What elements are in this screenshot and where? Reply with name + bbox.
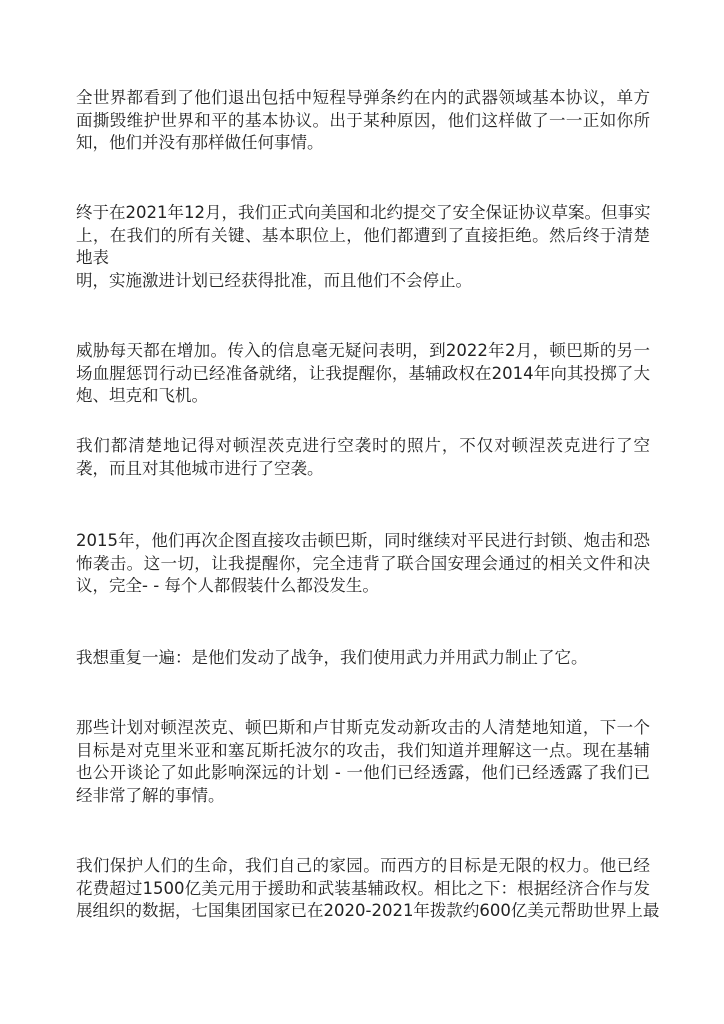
text-line: 展组织的数据，七国集团国家已在2020-2021年拨款约600亿美元帮助世界上最: [76, 901, 660, 920]
text-line: 2015年，他们再次企图直接攻击顿巴斯，同时继续对平民进行封锁、炮击和恐: [76, 531, 650, 550]
paragraph: [76, 647, 650, 670]
text-line: 场血腥惩罚行动已经准备就绪，让我提醒你，基辅政权在2014年向其投掷了大: [76, 363, 650, 383]
text-line: 知，他们并没有那样做任何事情。: [76, 133, 324, 152]
text-line: 怖袭击。这一切，让我提醒你，完全违背了联合国安理会通过的相关文件和决: [76, 553, 650, 573]
text-line: 终于在2021年12月，我们正式向美国和北约提交了安全保证协议草案。但事实: [76, 203, 651, 222]
text-line: 那些计划对顿涅茨克、顿巴斯和卢甘斯克发动新攻击的人清楚地知道，下一个: [76, 718, 650, 737]
text-line: 也公开谈论了如此影响深远的计划 - 一他们已经透露，他们已经透露了我们已: [76, 763, 650, 782]
text-line: 我们保护人们的生命，我们自己的家园。而西方的目标是无限的权力。他已经: [76, 856, 650, 875]
text-line: 花费超过1500亿美元用于援助和武装基辅政权。相比之下：根据经济合作与发: [76, 878, 650, 898]
paragraph: [76, 87, 650, 155]
text-line: 明，实施激进计划已经获得批准，而且他们不会停止。: [76, 270, 472, 290]
paragraph: [76, 530, 650, 598]
paragraph: [76, 717, 650, 807]
paragraph: [76, 202, 650, 292]
text-line: 炮、坦克和飞机。: [76, 386, 208, 405]
text-line: 议，完全- - 每个人都假装什么都没发生。: [76, 576, 379, 595]
paragraph: [76, 340, 650, 408]
text-line: 我想重复一遍：是他们发动了战争，我们使用武力并用武力制止了它。: [76, 648, 588, 667]
text-line: 地表: [76, 248, 109, 267]
text-line: 上，在我们的所有关键、基本职位上，他们都遭到了直接拒绝。然后终于清楚: [76, 225, 650, 245]
text-line: 面撕毁维护世界和平的基本协议。出于某种原因，他们这样做了一一正如你所: [76, 110, 650, 130]
paragraph: [76, 855, 660, 923]
text-line: 袭，而且对其他城市进行了空袭。: [76, 458, 324, 478]
text-line: 经非常了解的事情。: [76, 785, 225, 805]
text-line: 目标是对克里米亚和塞瓦斯托波尔的攻击，我们知道并理解这一点。现在基辅: [76, 740, 650, 760]
text-line: 全世界都看到了他们退出包括中短程导弹条约在内的武器领域基本协议，单方: [76, 88, 650, 107]
paragraph: [76, 435, 650, 480]
text-line: 威胁每天都在增加。传入的信息毫无疑问表明，到2022年2月，顿巴斯的另一: [76, 341, 650, 360]
text-line: 我们都清楚地记得对顿涅茨克进行空袭时的照片，不仅对顿涅茨克进行了空: [76, 436, 650, 455]
